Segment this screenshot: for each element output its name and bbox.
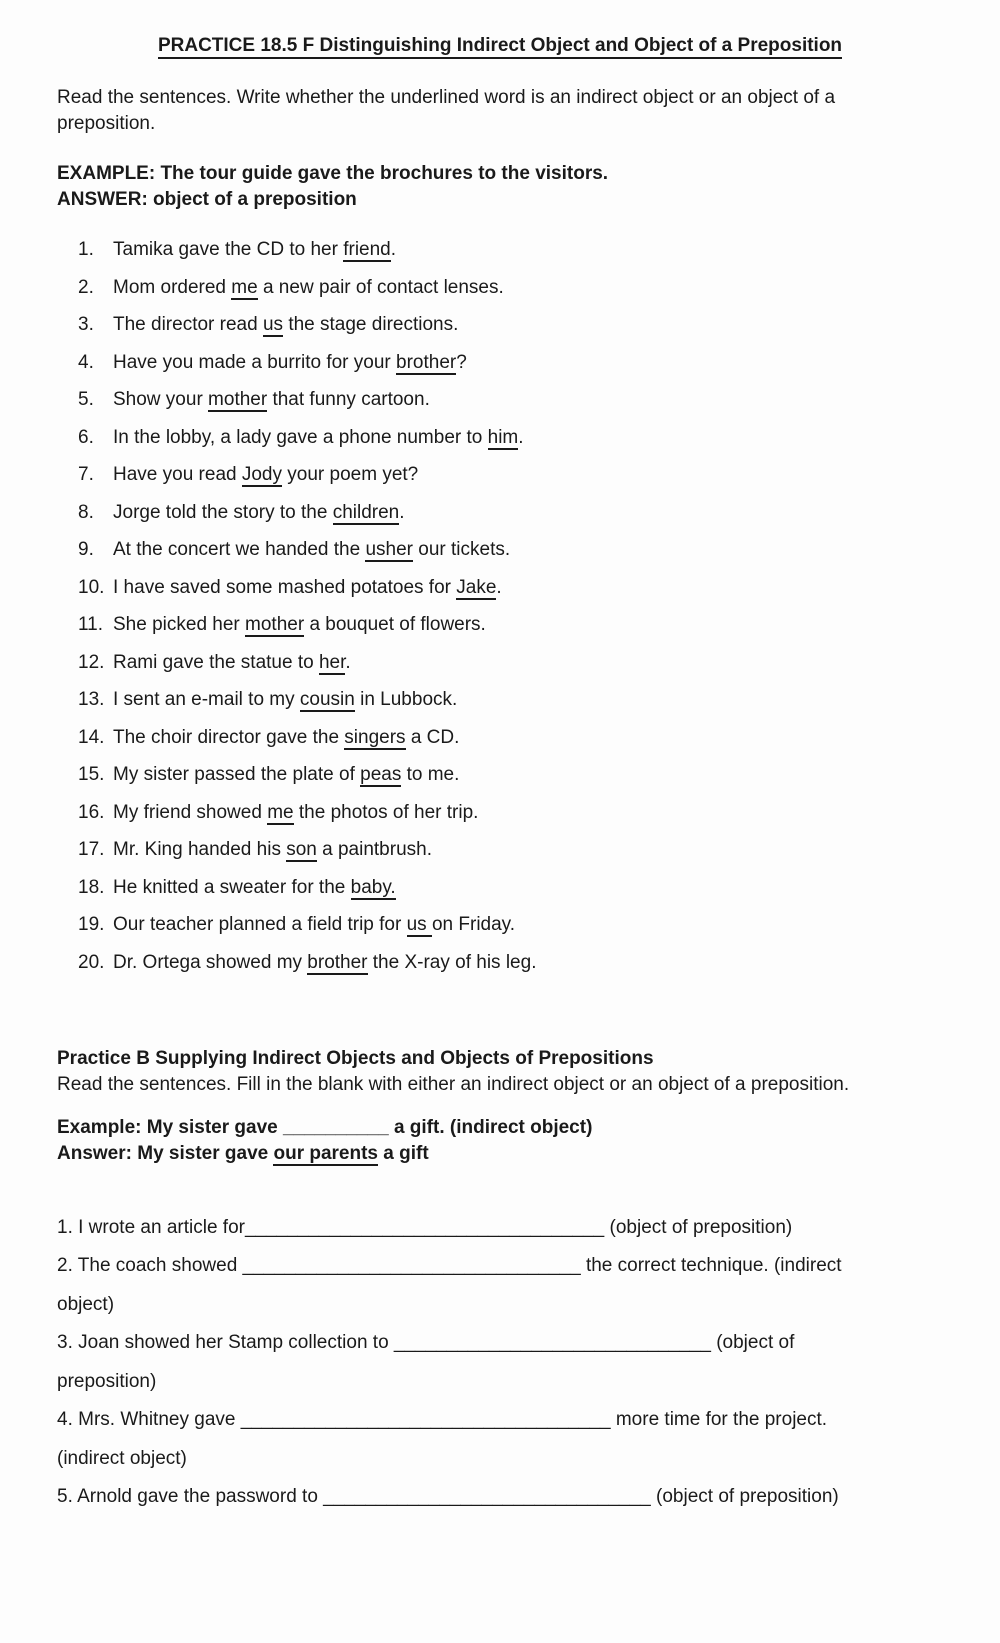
item-sentence xyxy=(113,912,943,938)
sentence-text: My friend showed xyxy=(113,801,268,823)
sentence-text: Mr. King handed his xyxy=(113,839,287,860)
underlined-word: baby. xyxy=(350,876,396,898)
item-number: 12. xyxy=(78,651,105,673)
underlined-word: Jake xyxy=(456,576,497,598)
underlined-word: mother xyxy=(245,614,305,635)
part-b-line: object) xyxy=(57,1293,115,1315)
sentence-text: She picked her xyxy=(113,614,246,635)
underlined-word: mother xyxy=(208,389,268,410)
page-title-text: PRACTICE 18.5 F Distinguishing Indirect Object and Object of a Preposition xyxy=(158,35,842,59)
item-number: 3. xyxy=(78,314,94,335)
sentence-text: Tamika gave the CD to her xyxy=(113,239,344,260)
item-number: 9. xyxy=(78,539,94,560)
part-a-list xyxy=(57,237,943,976)
part-a-item xyxy=(57,312,943,338)
underlined-word: us xyxy=(406,914,432,935)
item-sentence xyxy=(113,350,943,376)
page-title xyxy=(57,33,943,59)
part-b-list xyxy=(57,1215,943,1511)
part-b-line: 2. The coach showed ________________________________ the correct technique. (indirect xyxy=(57,1255,842,1276)
item-sentence xyxy=(113,800,943,826)
underlined-word: us xyxy=(262,314,284,335)
sentence-text: At the concert we handed the xyxy=(113,539,366,560)
part-a-item xyxy=(57,912,943,938)
part-b-answer-line xyxy=(57,1141,943,1167)
item-sentence xyxy=(113,650,943,676)
item-number: 6. xyxy=(78,426,94,448)
part-a-item xyxy=(57,575,943,601)
item-sentence xyxy=(113,612,943,638)
part-a-item xyxy=(57,650,943,676)
underlined-word: me xyxy=(267,801,294,823)
part-b-line: 3. Joan showed her Stamp collection to ______________________________ (object of xyxy=(57,1332,795,1353)
part-a-item xyxy=(57,462,943,488)
sentence-text: Have you read xyxy=(113,464,242,485)
sentence-text: The choir director gave the xyxy=(113,726,345,748)
part-a-item xyxy=(57,612,943,638)
item-sentence xyxy=(113,500,943,526)
underlined-word: Jody xyxy=(241,464,282,485)
sentence-text: Show your xyxy=(113,389,209,410)
sentence-text: that funny cartoon. xyxy=(267,389,430,410)
sentence-text: . xyxy=(496,576,502,598)
item-sentence xyxy=(113,462,943,488)
item-number: 14. xyxy=(78,726,105,748)
item-number: 4. xyxy=(78,351,94,373)
sentence-text: My sister passed the plate of xyxy=(113,764,361,785)
sentence-text: on Friday. xyxy=(431,914,516,935)
item-sentence xyxy=(113,312,943,338)
item-number: 16. xyxy=(78,801,105,823)
item-sentence xyxy=(113,237,943,263)
sentence-text: The director read xyxy=(113,314,263,335)
sentence-text: Have you made a burrito for your xyxy=(113,351,397,373)
underlined-word: him xyxy=(487,426,519,448)
sentence-text: . xyxy=(390,239,397,260)
sentence-text: a paintbrush. xyxy=(316,839,432,860)
sentence-text: . xyxy=(399,501,405,523)
item-number: 10. xyxy=(78,576,105,598)
sentence-text: Answer: My sister gave xyxy=(57,1142,274,1164)
sentence-text: I have saved some mashed potatoes for xyxy=(113,576,457,598)
item-sentence xyxy=(113,687,943,713)
part-a-example-line: EXAMPLE: The tour guide gave the brochures to the visitors. xyxy=(57,163,609,184)
sentence-text: the stage directions. xyxy=(283,314,459,335)
part-a-example-block xyxy=(57,161,943,213)
part-b-example-line: Example: My sister gave __________ a gift. (indirect object) xyxy=(57,1116,593,1138)
underlined-word: brother xyxy=(307,951,368,973)
sentence-text: In the lobby, a lady gave a phone number to xyxy=(113,426,488,448)
item-number: 5. xyxy=(78,389,94,410)
item-sentence xyxy=(113,537,943,563)
part-b-line: 4. Mrs. Whitney gave ___________________________________ more time for the project. xyxy=(57,1409,828,1430)
underlined-word: me xyxy=(231,276,258,298)
item-number: 17. xyxy=(78,839,105,860)
part-a-instructions: Read the sentences. Write whether the underlined word is an indirect object or an object of a preposition. xyxy=(57,87,836,134)
sentence-text: . xyxy=(518,426,524,448)
item-sentence xyxy=(113,725,943,751)
item-sentence xyxy=(113,762,943,788)
sentence-text: Dr. Ortega showed my xyxy=(113,951,308,973)
part-b-heading: Practice B Supplying Indirect Objects and Objects of Prepositions xyxy=(57,1047,654,1069)
part-a-item xyxy=(57,800,943,826)
sentence-text: I sent an e-mail to my xyxy=(113,689,300,710)
item-number: 19. xyxy=(78,914,105,935)
underlined-word: her xyxy=(318,651,346,673)
part-a-item xyxy=(57,237,943,263)
item-number: 13. xyxy=(78,689,105,710)
part-a-item xyxy=(57,387,943,413)
sentence-text: to me. xyxy=(401,764,460,785)
part-a-item xyxy=(57,500,943,526)
sentence-text: the photos of her trip. xyxy=(293,801,479,823)
item-sentence xyxy=(113,950,943,976)
item-sentence xyxy=(113,575,943,601)
sentence-text: a gift xyxy=(378,1142,429,1164)
part-a-item xyxy=(57,762,943,788)
sentence-text: in Lubbock. xyxy=(354,689,458,710)
part-a-item xyxy=(57,537,943,563)
item-sentence xyxy=(113,875,943,901)
underlined-word: friend xyxy=(343,239,391,260)
part-b-instructions: Read the sentences. Fill in the blank with either an indirect object or an object of a preposition. xyxy=(57,1073,850,1095)
part-a-item xyxy=(57,837,943,863)
part-b-line: 1. I wrote an article for__________________________________ (object of preposition) xyxy=(57,1216,793,1238)
sentence-text: He knitted a sweater for the xyxy=(113,876,351,898)
item-sentence xyxy=(113,275,943,301)
item-number: 7. xyxy=(78,464,94,485)
part-b-line: preposition) xyxy=(57,1370,157,1392)
item-number: 2. xyxy=(78,276,94,298)
sentence-text: ? xyxy=(456,351,467,373)
underlined-word: son xyxy=(286,839,317,860)
underlined-word: peas xyxy=(360,764,402,785)
part-a-item xyxy=(57,875,943,901)
part-a-item xyxy=(57,275,943,301)
part-a-item xyxy=(57,950,943,976)
part-b-example-block xyxy=(57,1115,943,1167)
item-number: 20. xyxy=(78,951,105,973)
part-a-answer-line: ANSWER: object of a preposition xyxy=(57,189,357,210)
sentence-text: a bouquet of flowers. xyxy=(304,614,486,635)
item-number: 1. xyxy=(78,239,94,260)
item-number: 18. xyxy=(78,876,105,898)
item-number: 8. xyxy=(78,501,94,523)
item-number: 11. xyxy=(78,614,104,635)
part-a-item xyxy=(57,350,943,376)
underlined-word: cousin xyxy=(299,689,355,710)
part-b-line: 5. Arnold gave the password to _______________________________ (object of preposition) xyxy=(57,1486,839,1507)
sentence-text: Mom ordered xyxy=(113,276,232,298)
underlined-word: children xyxy=(332,501,400,523)
part-b-line: (indirect object) xyxy=(57,1447,187,1469)
underlined-word: our parents xyxy=(273,1142,379,1164)
sentence-text: Rami gave the statue to xyxy=(113,651,319,673)
part-a-item xyxy=(57,425,943,451)
underlined-word: brother xyxy=(396,351,457,373)
item-sentence xyxy=(113,387,943,413)
item-sentence xyxy=(113,837,943,863)
sentence-text: . xyxy=(345,651,351,673)
item-sentence xyxy=(113,425,943,451)
underlined-word: usher xyxy=(365,539,413,560)
sentence-text: a new pair of contact lenses. xyxy=(257,276,504,298)
part-a-item xyxy=(57,687,943,713)
sentence-text: Our teacher planned a field trip for xyxy=(113,914,407,935)
sentence-text: the X-ray of his leg. xyxy=(367,951,537,973)
sentence-text: a CD. xyxy=(405,726,460,748)
sentence-text: Jorge told the story to the xyxy=(113,501,333,523)
sentence-text: your poem yet? xyxy=(282,464,419,485)
part-a-item xyxy=(57,725,943,751)
underlined-word: singers xyxy=(344,726,406,748)
sentence-text: our tickets. xyxy=(412,539,511,560)
item-number: 15. xyxy=(78,764,105,785)
